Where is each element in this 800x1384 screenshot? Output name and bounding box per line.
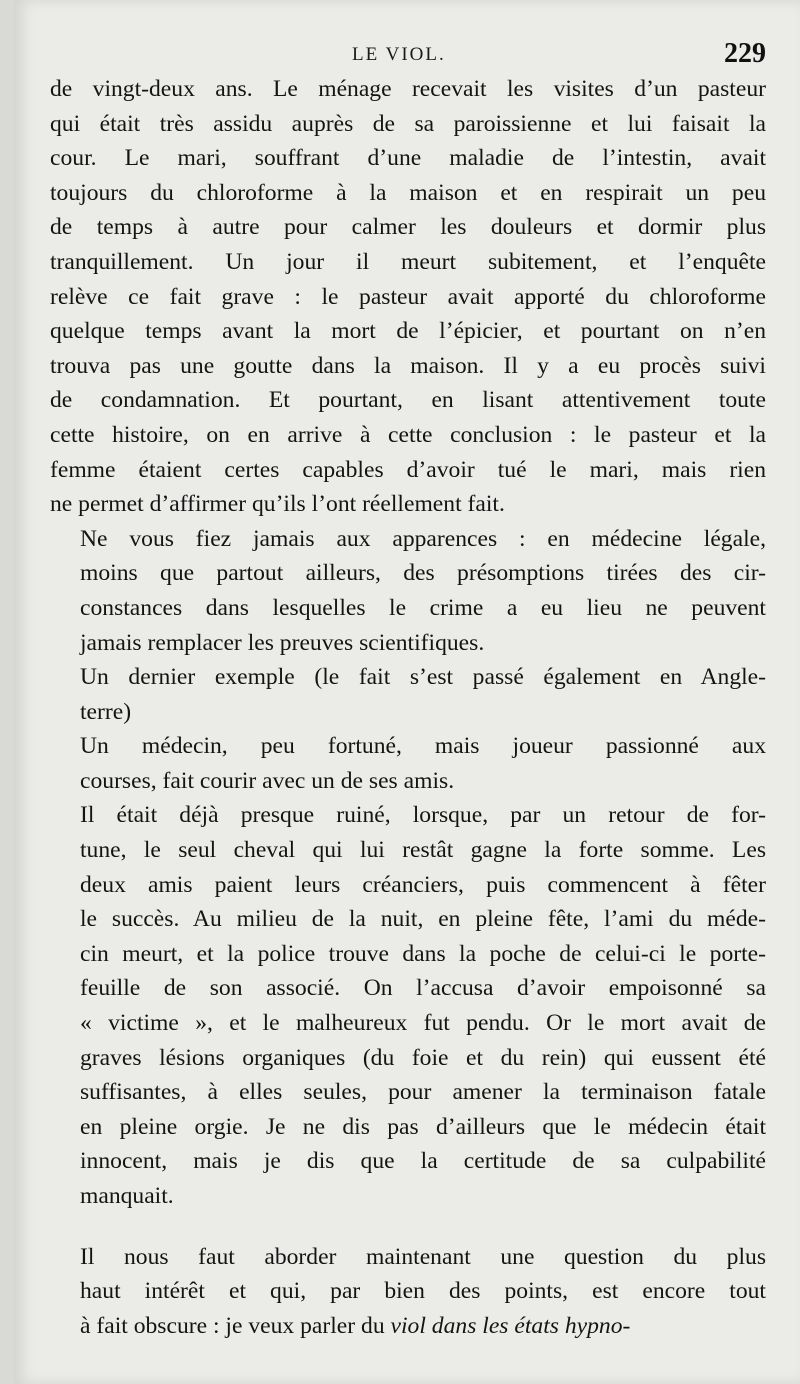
text-line: constances dans lesquelles le crime a eu lieu ne peuvent [80, 594, 766, 621]
paragraph [50, 1240, 766, 1344]
text-line: cour. Le mari, souffrant d’une maladie de l’intestin, avait [50, 145, 766, 172]
text-line-last [50, 1309, 766, 1344]
text-line: cin meurt, et la police trouve dans la poche de celui-ci le porte- [80, 940, 766, 967]
paragraph [50, 72, 766, 522]
text-line: suffisantes, à elles seules, pour amener la terminaison fatale [80, 1079, 766, 1106]
paragraph [50, 729, 766, 798]
text-line: le succès. Au milieu de la nuit, en pleine fête, l’ami du méde- [80, 906, 766, 933]
text-line: deux amis paient leurs créanciers, puis commencent à fêter [80, 871, 766, 898]
text-line: femme étaient certes capables d’avoir tué le mari, mais rien [50, 456, 766, 483]
text-line: feuille de son associé. On l’accusa d’avoir empoisonné sa [80, 975, 766, 1002]
text-line: innocent, mais je dis que la certitude de sa culpabilité [80, 1148, 766, 1175]
text-line: Un médecin, peu fortuné, mais joueur passionné aux [80, 733, 766, 760]
page-number: 229 [724, 38, 766, 69]
text-line: en pleine orgie. Je ne dis pas d’ailleurs que le médecin était [80, 1113, 766, 1140]
text-line: courses, fait courir avec un de ses amis. [80, 767, 455, 794]
text-line: « victime », et le malheureux fut pendu. Or le mort avait de [80, 1010, 766, 1037]
page-header [14, 38, 800, 74]
text-line: toujours du chloroforme à la maison et en respirait un peu [50, 179, 766, 206]
paragraph [50, 660, 766, 729]
text-line: graves lésions organiques (du foie et du rein) qui eussent été [80, 1044, 766, 1071]
text-line: quelque temps avant la mort de l’épicier, et pourtant on n’en [50, 318, 766, 345]
text-line-plain: à fait obscure : je veux parler du [80, 1312, 391, 1339]
text-line: tranquillement. Un jour il meurt subitement, et l’enquête [50, 248, 766, 275]
text-line: terre) [80, 698, 132, 725]
paragraph [50, 798, 766, 1213]
text-line: moins que partout ailleurs, des présomptions tirées des cir- [80, 560, 766, 587]
body-text [50, 72, 766, 1343]
text-line: cette histoire, on en arrive à cette conclusion : le pasteur et la [50, 421, 766, 448]
text-line: qui était très assidu auprès de sa paroissienne et lui faisait la [50, 110, 766, 137]
text-line: haut intérêt et qui, par bien des points, est encore tout [80, 1278, 766, 1305]
running-head: LE VIOL. [352, 44, 446, 65]
book-page [14, 0, 800, 1384]
text-line: de vingt-deux ans. Le ménage recevait les visites d’un pasteur [50, 76, 766, 102]
text-line: manquait. [80, 1183, 174, 1209]
text-line: Ne vous fiez jamais aux apparences : en médecine légale, [80, 525, 766, 552]
text-line: ne permet d’affirmer qu’ils l’ont réellement fait. [50, 491, 505, 518]
text-line: tune, le seul cheval qui lui restât gagne la forte somme. Les [80, 837, 766, 864]
text-line: Il était déjà presque ruiné, lorsque, par un retour de for- [80, 802, 766, 829]
text-line: jamais remplacer les preuves scientifiques. [80, 629, 485, 656]
paragraph [50, 522, 766, 660]
text-line: relève ce fait grave : le pasteur avait apporté du chloroforme [50, 283, 766, 310]
text-line-italic: viol dans les états hypno- [390, 1312, 631, 1339]
text-line: de temps à autre pour calmer les douleurs et dormir plus [50, 214, 766, 241]
text-line: de condamnation. Et pourtant, en lisant attentivement toute [50, 387, 766, 414]
text-line: trouva pas une goutte dans la maison. Il y a eu procès suivi [50, 352, 766, 379]
text-line: Il nous faut aborder maintenant une question du plus [80, 1243, 766, 1270]
text-line: Un dernier exemple (le fait s’est passé également en Angle- [80, 664, 766, 691]
